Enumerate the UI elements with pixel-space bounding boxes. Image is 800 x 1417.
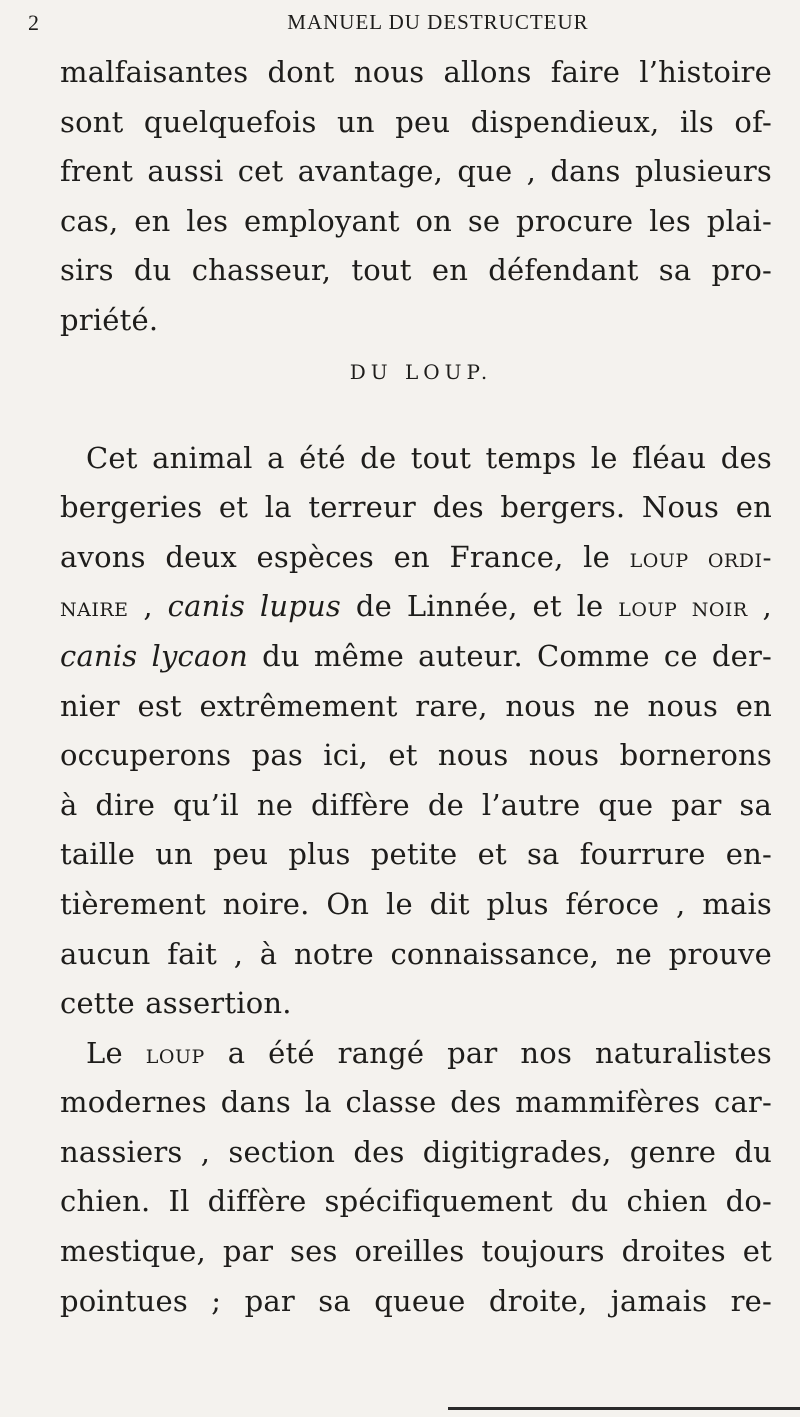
text-run: , [128, 589, 168, 624]
text-line [60, 1029, 772, 1079]
text-line: à dire qu’il ne diffère de l’autre que par sa [60, 787, 772, 822]
running-head [28, 10, 768, 40]
text-line: frent aussi cet avantage, que , dans plusieurs [60, 154, 772, 189]
page-edge-rule [448, 1407, 800, 1410]
text-line: sirs du chasseur, tout en défendant sa pro- [60, 253, 772, 288]
text-run: du même auteur. Comme ce der- [248, 638, 773, 673]
text-line [60, 632, 772, 682]
small-caps-term: loup ordi- [629, 542, 772, 574]
text-line: cas, en les employant on se procure les plai- [60, 203, 772, 238]
text-line: occuperons pas ici, et nous nous bornerons [60, 738, 772, 773]
text-run: , [747, 589, 772, 624]
text-line: malfaisantes dont nous allons faire l’histoire [60, 55, 772, 89]
text-line: sont quelquefois un peu dispendieux, ils of- [60, 104, 772, 139]
text-line: chien. Il diffère spécifiquement du chien do- [60, 1184, 772, 1219]
text-line: nier est extrêmement rare, nous ne nous en [60, 688, 772, 723]
text-line: aucun fait , à notre connaissance, ne prouve [60, 936, 772, 971]
body-text [60, 48, 772, 1326]
section-heading: DU LOUP. [349, 359, 493, 384]
text-run: a été rangé par nos naturalistes [204, 1035, 772, 1070]
text-line: nassiers , section des digitigrades, genre du [60, 1134, 772, 1169]
running-title: MANUEL DU DESTRUCTEUR [287, 10, 589, 34]
text-line: cette assertion. [60, 986, 292, 1021]
text-line: Cet animal a été de tout temps le fléau des [86, 440, 772, 475]
latin-name: canis lupus [167, 589, 341, 624]
small-caps-term: naire [60, 592, 129, 624]
page-number: 2 [28, 10, 39, 35]
text-run: Le [86, 1035, 146, 1070]
text-line: modernes dans la classe des mammifères car- [60, 1085, 772, 1120]
text-line: bergeries et la terreur des bergers. Nous en [60, 490, 772, 525]
text-line: priété. [60, 302, 159, 337]
text-line: tièrement noire. On le dit plus féroce , mais [60, 886, 772, 921]
text-line: mestique, par ses oreilles toujours droites et [60, 1234, 772, 1269]
text-line [60, 582, 772, 632]
text-run: avons deux espèces en France, le [60, 539, 630, 574]
text-run: de Linnée, et le [340, 589, 619, 624]
small-caps-term: loup [145, 1038, 205, 1070]
text-line [60, 533, 772, 583]
small-caps-term: loup noir [618, 592, 748, 624]
text-line: taille un peu plus petite et sa fourrure en- [60, 837, 772, 872]
section-gap [60, 402, 772, 434]
latin-name: canis lycaon [60, 638, 249, 673]
text-line: pointues ; par sa queue droite, jamais re- [60, 1283, 772, 1318]
